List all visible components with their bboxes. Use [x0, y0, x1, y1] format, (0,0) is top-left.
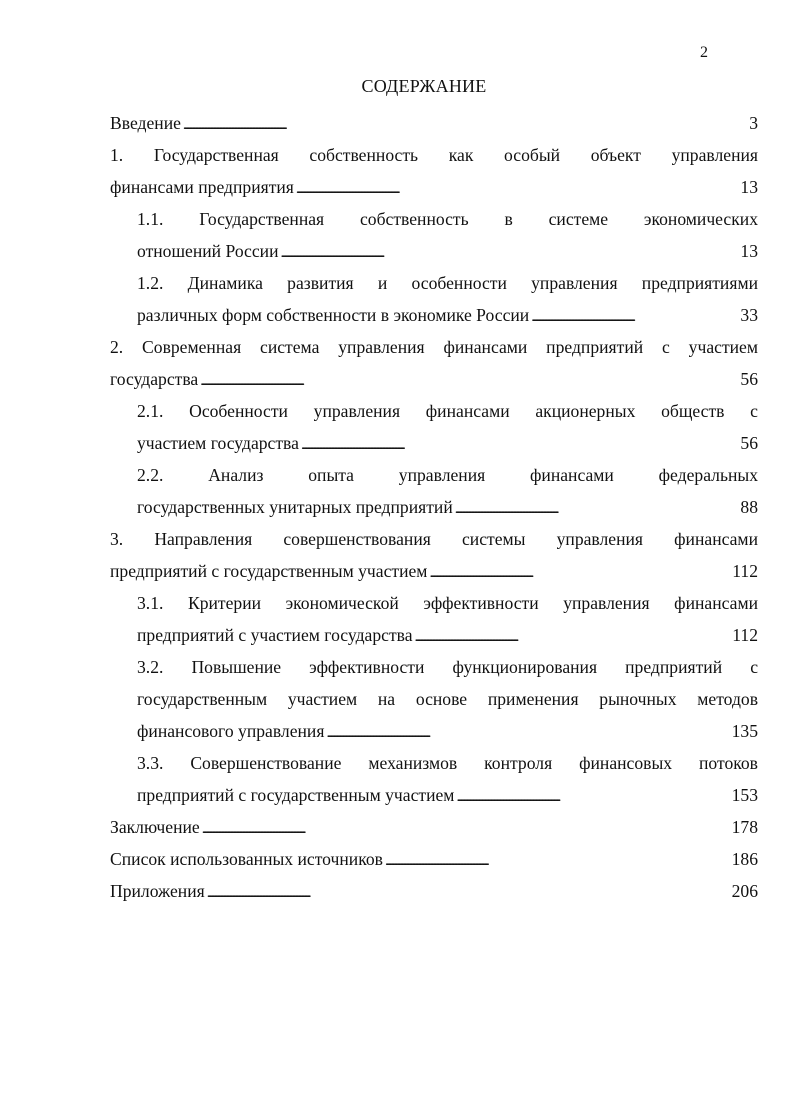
toc-entry — [110, 811, 758, 843]
toc-page-number: 56 — [740, 369, 758, 389]
toc-entry-leader-line — [110, 363, 758, 395]
toc-subentry — [137, 459, 758, 523]
dot-leader — [281, 235, 739, 270]
toc-page-number: 112 — [732, 561, 758, 581]
dot-leader — [326, 715, 729, 750]
dot-leader — [296, 171, 739, 206]
dot-leader — [455, 491, 739, 526]
toc-entry-leader-line — [137, 235, 758, 267]
toc-entry-leader-line — [137, 619, 758, 651]
toc-entry-line: 3. Направления совершенствования системы управления финансами — [110, 529, 758, 549]
toc-entry-leader-line — [137, 779, 758, 811]
dot-leader — [531, 299, 738, 334]
dot-leader — [301, 427, 738, 462]
dot-leader — [200, 363, 738, 398]
toc-entry-leader-line — [110, 875, 758, 907]
toc-entry-leader-line — [137, 715, 758, 747]
toc-entry-title: Список использованных источников — [110, 849, 383, 869]
toc-page-number: 56 — [740, 433, 758, 453]
dot-leader — [456, 779, 729, 814]
toc-entry-leader-line — [110, 843, 758, 875]
toc-page-number: 135 — [731, 721, 758, 741]
toc-page-number: 13 — [740, 241, 758, 261]
dot-leader — [207, 875, 730, 910]
toc-page-number: 13 — [740, 177, 758, 197]
toc-subentry — [137, 203, 758, 267]
toc-subentry — [137, 267, 758, 331]
toc-entry-leader-line — [137, 491, 758, 523]
toc-entry-title: предприятий с государственным участием — [137, 785, 455, 805]
toc-entry-line: 3.3. Совершенствование механизмов контроля финансовых потоков — [137, 753, 758, 773]
page-number: 2 — [700, 44, 708, 61]
toc-subentry — [137, 587, 758, 651]
table-of-contents — [110, 107, 758, 907]
toc-entry-line: 3.1. Критерии экономической эффективности управления финансами — [137, 593, 758, 613]
toc-entry-line: государственным участием на основе применения рыночных методов — [137, 689, 758, 709]
toc-subentry — [137, 395, 758, 459]
toc-entry-title: Заключение — [110, 817, 200, 837]
toc-entry-leader-line — [110, 171, 758, 203]
toc-entry-leader-line — [137, 427, 758, 459]
toc-page-number: 206 — [731, 881, 758, 901]
toc-entry-line: 1. Государственная собственность как особый объект управления — [110, 145, 758, 165]
toc-entry-title: участием государства — [137, 433, 299, 453]
toc-entry — [110, 331, 758, 395]
toc-entry — [110, 875, 758, 907]
toc-entry-title: государственных унитарных предприятий — [137, 497, 453, 517]
dot-leader — [429, 555, 730, 590]
toc-entry-line: 2.2. Анализ опыта управления финансами федеральных — [137, 465, 758, 485]
toc-subentry — [137, 651, 758, 747]
toc-entry-leader-line — [110, 107, 758, 139]
toc-entry-leader-line — [137, 299, 758, 331]
dot-leader — [385, 843, 730, 878]
toc-page-number: 153 — [731, 785, 758, 805]
toc-page-number: 186 — [731, 849, 758, 869]
toc-entry-leader-line — [110, 555, 758, 587]
toc-entry — [110, 139, 758, 203]
toc-subentry — [137, 747, 758, 811]
toc-entry — [110, 843, 758, 875]
toc-page-number: 33 — [740, 305, 758, 325]
toc-entry-line: 2.1. Особенности управления финансами акционерных обществ с — [137, 401, 758, 421]
toc-entry-leader-line — [110, 811, 758, 843]
toc-entry-title: отношений России — [137, 241, 279, 261]
toc-entry-title: государства — [110, 369, 199, 389]
toc-page-number: 3 — [749, 113, 758, 133]
toc-entry-title: финансами предприятия — [110, 177, 294, 197]
toc-entry-line: 1.1. Государственная собственность в системе экономических — [137, 209, 758, 229]
toc-entry — [110, 523, 758, 587]
toc-entry-line: 2. Современная система управления финансами предприятий с участием — [110, 337, 758, 357]
toc-entry-title: Введение — [110, 113, 181, 133]
page-title: СОДЕРЖАНИЕ — [361, 76, 487, 96]
toc-entry-title: финансового управления — [137, 721, 325, 741]
toc-entry-title: Приложения — [110, 881, 205, 901]
dot-leader — [202, 811, 730, 846]
toc-page-number: 112 — [732, 625, 758, 645]
toc-entry-title: предприятий с участием государства — [137, 625, 413, 645]
toc-entry-title: предприятий с государственным участием — [110, 561, 428, 581]
toc-entry-title: различных форм собственности в экономике России — [137, 305, 530, 325]
toc-entry — [110, 107, 758, 139]
toc-entry-line: 1.2. Динамика развития и особенности управления предприятиями — [137, 273, 758, 293]
toc-page-number: 88 — [740, 497, 758, 517]
toc-entry-line: 3.2. Повышение эффективности функционирования предприятий с — [137, 657, 758, 677]
dot-leader — [183, 107, 747, 142]
toc-page-number: 178 — [731, 817, 758, 837]
dot-leader — [415, 619, 731, 654]
